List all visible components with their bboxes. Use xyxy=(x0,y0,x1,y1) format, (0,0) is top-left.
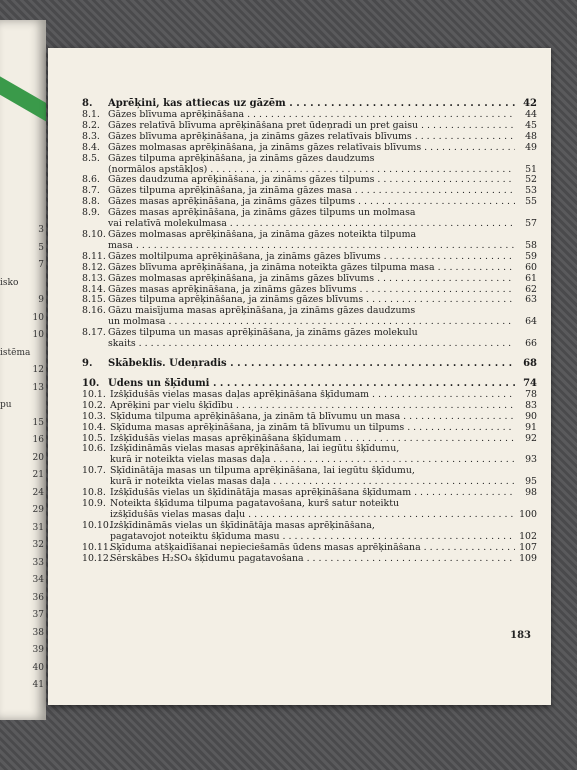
toc-entry xyxy=(82,285,537,296)
entry-number: 10.8. xyxy=(82,487,106,499)
entry-page: 59 xyxy=(525,250,537,262)
entry-number: 8. xyxy=(82,98,93,109)
green-stripe xyxy=(0,76,46,125)
toc-entry xyxy=(82,143,537,154)
toc-entry xyxy=(82,219,537,230)
entry-page: 57 xyxy=(525,218,537,230)
toc-entry xyxy=(82,543,537,554)
entry-title: Gāzes masas aprēķināšana, ja zināms gāzes tilpums un molmasa xyxy=(108,208,416,219)
left-page-fragment: 29 xyxy=(32,505,44,515)
left-page-fragment: 31 xyxy=(32,522,44,533)
entry-page: 78 xyxy=(525,388,537,400)
toc-entry xyxy=(82,488,537,499)
left-page-fragment: 34 xyxy=(32,575,44,585)
left-page-fragment: 37 xyxy=(32,610,44,620)
entry-number: 10.3. xyxy=(82,410,106,422)
entry-title: Gāzes masas aprēķināšana, ja zināms gāzes blīvums . . . xyxy=(108,285,515,296)
toc-entry xyxy=(82,339,537,350)
left-page-fragment: istēma xyxy=(0,347,31,358)
entry-page: 60 xyxy=(525,261,537,273)
entry-number: 8.17. xyxy=(82,327,106,339)
entry-page: 45 xyxy=(525,119,537,131)
left-page-fragment: 7 xyxy=(38,260,44,270)
left-page-fragment: 40 xyxy=(32,662,44,673)
entry-page: 98 xyxy=(525,487,537,499)
entry-title: Gāzes tilpuma aprēķināšana, ja zināms gāzes blīvums . . . xyxy=(108,295,515,306)
page-number: 183 xyxy=(510,630,531,641)
toc-entry xyxy=(82,510,537,521)
entry-page: 68 xyxy=(523,357,537,369)
left-page-fragment: 9 xyxy=(38,295,44,305)
toc-entry xyxy=(82,306,537,317)
entry-number: 8.14. xyxy=(82,283,106,295)
toc-entry xyxy=(82,175,537,186)
entry-number: 10.2. xyxy=(82,399,106,411)
entry-number: 8.6. xyxy=(82,174,100,186)
entry-title: Izšķīdināmās vielas masas aprēķināšana, lai iegūtu šķīdumu, xyxy=(110,444,400,455)
toc-entry xyxy=(82,252,537,263)
entry-page: 95 xyxy=(525,476,537,488)
left-page-fragment: 39 xyxy=(32,645,44,655)
entry-title: Gāzu maisījuma masas aprēķināšana, ja zināms gāzes daudzums xyxy=(108,306,416,317)
entry-page: 55 xyxy=(525,196,537,208)
entry-page: 109 xyxy=(519,552,537,564)
left-page-fragment: 38 xyxy=(32,627,44,638)
entry-number: 8.10. xyxy=(82,228,106,240)
toc-entry xyxy=(82,263,537,274)
entry-page: 52 xyxy=(525,174,537,186)
left-page-fragment: 21 xyxy=(32,470,44,480)
entry-number: 10.11. xyxy=(82,541,112,553)
entry-title: Gāzes moltilpuma aprēķināšana, ja zināms gāzes blīvums . . . xyxy=(108,252,515,263)
entry-page: 102 xyxy=(519,530,537,542)
entry-title: Skābeklis. Ūdeņradis . . . xyxy=(108,358,515,370)
section-gap xyxy=(82,350,537,358)
entry-title: Gāzes tilpuma un masas aprēķināšana, ja zināms gāzes molekulu xyxy=(108,328,418,339)
entry-title: Gāzes molmasas aprēķināšana, ja zināms gāzes relatīvais blīvums . . . xyxy=(108,143,515,154)
entry-title: Sērskābes H₂SO₄ šķīdumu pagatavošana . . . xyxy=(110,554,515,565)
entry-page: 91 xyxy=(525,421,537,433)
toc-entry xyxy=(82,317,537,328)
toc-entry xyxy=(82,455,537,466)
entry-title: Šķīduma tilpuma aprēķināšana, ja zinām tā blīvumu un masa . . . xyxy=(110,412,515,423)
entry-page: 64 xyxy=(525,316,537,328)
entry-title: Gāzes relatīvā blīvuma aprēķināšana pret ūdeņradi un pret gaisu . . . xyxy=(108,121,515,132)
entry-page: 61 xyxy=(525,272,537,284)
toc-entry xyxy=(82,208,537,219)
entry-title: vai relatīvā molekulmasa . . . xyxy=(108,219,515,230)
toc-entry xyxy=(82,132,537,143)
entry-page: 92 xyxy=(525,432,537,444)
entry-page: 48 xyxy=(525,130,537,142)
left-page-fragment: 32 xyxy=(32,540,44,550)
entry-number: 10.12. xyxy=(82,552,112,564)
left-page-fragment: 5 xyxy=(38,242,44,253)
entry-page: 44 xyxy=(525,109,537,120)
entry-page: 53 xyxy=(525,185,537,197)
left-page-fragment: pu xyxy=(0,400,12,410)
toc-entry xyxy=(82,390,537,401)
entry-title: pagatavojot noteiktu šķīduma masu . . . xyxy=(110,532,515,543)
left-page-fragment: isko xyxy=(0,277,19,288)
toc-entry xyxy=(82,401,537,412)
entry-page: 51 xyxy=(525,163,537,175)
entry-title: Izšķīdušās vielas masas aprēķināšana šķīdumam . . . xyxy=(110,434,515,445)
left-page-fragment: 33 xyxy=(32,557,44,568)
entry-title: Izšķīdušās vielas masas daļas aprēķināšana šķīdumam . . . xyxy=(110,390,515,401)
entry-title: masa . . . xyxy=(108,241,515,252)
toc-entry xyxy=(82,230,537,241)
left-page-fragment: 16 xyxy=(32,435,44,445)
entry-page: 93 xyxy=(525,454,537,466)
toc-entry xyxy=(82,186,537,197)
entry-page: 66 xyxy=(525,338,537,350)
entry-number: 8.13. xyxy=(82,272,106,284)
entry-number: 8.8. xyxy=(82,196,100,208)
entry-number: 10. xyxy=(82,377,100,389)
entry-title: skaits . . . xyxy=(108,339,515,350)
toc-section xyxy=(82,98,537,110)
entry-number: 9. xyxy=(82,357,93,369)
entry-title: Šķīdinātāja masas un tilpuma aprēķināšana, lai iegūtu šķīdumu, xyxy=(110,466,415,477)
entry-number: 8.9. xyxy=(82,207,100,219)
entry-page: 107 xyxy=(519,541,537,553)
entry-title: Gāzes blīvuma aprēķināšana, ja zināma noteikta gāzes tilpuma masa . . . xyxy=(108,263,515,274)
entry-title: Aprēķini, kas attiecas uz gāzēm . . . xyxy=(108,98,515,110)
entry-title: (normālos apstākļos) . . . xyxy=(108,165,515,176)
left-page-fragment: 20 xyxy=(32,452,44,463)
entry-number: 10.6. xyxy=(82,443,106,455)
entry-title: Gāzes daudzuma aprēķināšana, ja zināms gāzes tilpums . . . xyxy=(108,175,515,186)
left-page-fragment: 12 xyxy=(32,365,44,375)
entry-number: 8.16. xyxy=(82,305,106,317)
entry-page: 62 xyxy=(525,283,537,295)
entry-title: un molmasa . . . xyxy=(108,317,515,328)
entry-number: 8.5. xyxy=(82,152,100,164)
toc-entry xyxy=(82,328,537,339)
toc-entry xyxy=(82,295,537,306)
entry-page: 63 xyxy=(525,294,537,306)
toc-entry xyxy=(82,165,537,176)
entry-title: Gāzes molmasas aprēķināšana, ja zināma gāzes noteikta tilpuma xyxy=(108,229,417,240)
book-page xyxy=(48,48,551,705)
entry-number: 8.3. xyxy=(82,130,100,142)
left-page-fragment: 10 xyxy=(32,312,44,323)
toc-entry xyxy=(82,532,537,543)
left-page-fragment: 13 xyxy=(32,382,44,393)
entry-number: 8.12. xyxy=(82,261,106,273)
entry-title: Gāzes tilpuma aprēķināšana, ja zināms gāzes daudzums xyxy=(108,153,375,164)
entry-number: 8.1. xyxy=(82,109,100,120)
left-page xyxy=(0,20,46,720)
toc-entry xyxy=(82,274,537,285)
left-page-fragment: 24 xyxy=(32,487,44,498)
toc-section xyxy=(82,378,537,390)
toc-section xyxy=(82,358,537,370)
entry-number: 10.9. xyxy=(82,498,106,509)
entry-number: 8.7. xyxy=(82,185,100,197)
entry-number: 10.1. xyxy=(82,388,106,400)
toc-entry xyxy=(82,423,537,434)
entry-page: 100 xyxy=(519,508,537,520)
entry-title: kurā ir noteikta vielas masas daļa . . . xyxy=(110,455,515,466)
table-of-contents xyxy=(82,98,537,564)
section-gap xyxy=(82,370,537,378)
entry-title: Gāzes blīvuma aprēķināšana . . . xyxy=(108,110,515,121)
toc-entry xyxy=(82,466,537,477)
entry-title: Izšķīdušās vielas un šķīdinātāja masas aprēķināšana šķīdumam . . . xyxy=(110,488,515,499)
entry-title: kurā ir noteikta vielas masas daļa . . . xyxy=(110,477,515,488)
entry-title: Šķīduma masas aprēķināšana, ja zinām tā blīvumu un tilpums . . . xyxy=(110,423,515,434)
toc-entry xyxy=(82,521,537,532)
entry-page: 90 xyxy=(525,410,537,422)
entry-number: 8.4. xyxy=(82,141,100,153)
left-page-fragment: 15 xyxy=(32,417,44,428)
toc-entry xyxy=(82,444,537,455)
toc-entry xyxy=(82,121,537,132)
toc-entry xyxy=(82,110,537,121)
entry-page: 83 xyxy=(525,399,537,411)
entry-title: Izšķīdināmās vielas un šķīdinātāja masas aprēķināšana, xyxy=(110,520,375,531)
toc-entry xyxy=(82,477,537,488)
entry-title: Noteikta šķīduma tilpuma pagatavošana, kurš satur noteiktu xyxy=(110,499,400,509)
toc-entry xyxy=(82,154,537,165)
entry-number: 8.11. xyxy=(82,250,106,262)
entry-title: izšķīdušās vielas masas daļu . . . xyxy=(110,510,515,521)
left-page-fragment: 10 xyxy=(32,330,44,340)
entry-number: 10.5. xyxy=(82,432,106,444)
entry-number: 10.7. xyxy=(82,465,106,477)
entry-title: Gāzes molmasas aprēķināšana, ja zināms gāzes blīvums . . . xyxy=(108,274,515,285)
entry-title: Ūdens un šķīdumi . . . xyxy=(108,378,515,390)
entry-title: Šķīduma atšķaidīšanai nepieciešamās ūdens masas aprēķināšana . . . xyxy=(110,543,515,554)
entry-number: 8.2. xyxy=(82,119,100,131)
toc-entry xyxy=(82,499,537,510)
entry-number: 10.10. xyxy=(82,519,112,531)
toc-entry xyxy=(82,412,537,423)
entry-number: 10.4. xyxy=(82,421,106,433)
entry-title: Gāzes masas aprēķināšana, ja zināms gāzes tilpums . . . xyxy=(108,197,515,208)
entry-number: 8.15. xyxy=(82,294,106,306)
toc-entry xyxy=(82,434,537,445)
entry-title: Aprēķini par vielu šķīdību . . . xyxy=(110,401,515,412)
left-page-fragment: 3 xyxy=(38,225,44,235)
entry-page: 49 xyxy=(525,141,537,153)
toc-entry xyxy=(82,554,537,565)
entry-title: Gāzes tilpuma aprēķināšana, ja zināma gāzes masa . . . xyxy=(108,186,515,197)
entry-page: 58 xyxy=(525,239,537,251)
left-page-fragment: 41 xyxy=(32,680,44,690)
entry-page: 74 xyxy=(523,377,537,389)
toc-entry xyxy=(82,241,537,252)
entry-page: 42 xyxy=(523,98,537,109)
entry-title: Gāzes blīvuma aprēķināšana, ja zināms gāzes relatīvais blīvums . . . xyxy=(108,132,515,143)
toc-entry xyxy=(82,197,537,208)
left-page-fragment: 36 xyxy=(32,592,44,603)
